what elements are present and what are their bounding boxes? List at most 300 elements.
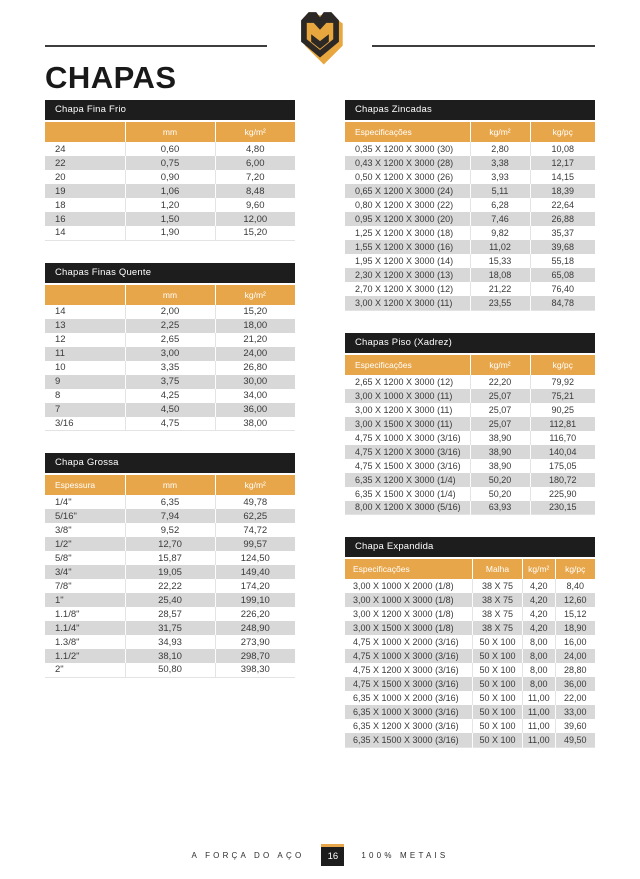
table-row [345,375,595,389]
column-header: kg/m² [470,122,530,142]
cell: 10,08 [530,142,595,156]
table-columns [0,96,640,770]
cell: 199,10 [215,593,295,607]
cell: 273,90 [215,635,295,649]
cell: 3,93 [470,170,530,184]
table-row [45,226,295,240]
cell: 4,75 X 1000 X 3000 (3/16) [355,432,461,443]
cell: 10 [55,362,66,373]
cell: 15,87 [125,551,215,565]
cell: 1.1/4" [55,622,80,634]
cell: 18,90 [555,621,595,635]
cell: 16 [55,213,66,225]
table-title-chapas-piso: Chapas Piso (Xadrez) [345,333,595,353]
cell: 2,30 X 1200 X 3000 (13) [355,270,454,280]
table-row [45,184,295,198]
cell: 6,35 X 1500 X 3000 (3/16) [353,734,459,745]
table-chapa-fina-frio [45,100,295,241]
cell: 38 X 75 [473,593,523,607]
cell: 12,70 [125,537,215,551]
chapas-zincadas-table [345,122,595,311]
table-row [345,198,595,212]
cell: 3,38 [470,156,530,170]
cell: 50 X 100 [473,649,523,663]
cell: 38,10 [125,649,215,663]
cell: 18,08 [470,268,530,282]
cell: 15,20 [215,226,295,240]
table-title-chapa-fina-frio: Chapa Fina Frio [45,100,295,120]
page-number-badge: 16 [321,844,344,866]
cell: 4,75 X 1000 X 3000 (3/16) [353,651,459,661]
table-title-chapas-zincadas: Chapas Zincadas [345,100,595,120]
cell: 11 [55,348,65,359]
page-footer [0,844,640,866]
table-row [345,579,595,593]
cell: 39,60 [555,719,595,733]
cell: 248,90 [215,621,295,635]
cell: 4,75 X 1500 X 3000 (3/16) [353,679,459,689]
cell: 34,93 [125,635,215,649]
table-row [45,579,295,593]
cell: 15,20 [215,305,295,319]
cell: 8,00 [523,635,556,649]
cell: 12,00 [215,212,295,226]
cell: 49,50 [555,733,595,747]
cell: 3,35 [125,361,215,375]
table-row [345,170,595,184]
cell: 0,50 X 1200 X 3000 (26) [355,172,454,182]
table-row [45,551,295,565]
cell: 6,00 [215,156,295,170]
chapas-piso-table [345,355,595,516]
cell: 4,80 [215,142,295,156]
cell: 30,00 [215,375,295,389]
column-header [45,285,125,305]
table-row [345,621,595,635]
cell: 13 [55,320,66,331]
cell: 18,00 [215,319,295,333]
column-header: kg/m² [215,285,295,305]
cell: 3,00 X 1000 X 3000 (11) [355,390,453,401]
cell: 3,00 X 1200 X 3000 (11) [355,404,453,415]
cell: 50 X 100 [473,691,523,705]
table-chapa-grossa [45,453,295,678]
cell: 3,00 X 1500 X 3000 (11) [355,418,453,429]
table-row [45,523,295,537]
table-row [345,677,595,691]
cell: 5,11 [470,184,530,198]
cell: 35,37 [530,226,595,240]
column-header: Especificações [345,559,473,579]
cell: 15,12 [555,607,595,621]
header-row [45,285,295,305]
cell: 1.1/2" [55,650,80,662]
cell: 38,00 [215,417,295,431]
cell: 8,48 [215,184,295,198]
cell: 11,00 [523,719,556,733]
cell: 49,78 [215,495,295,509]
cell: 6,35 X 1200 X 3000 (3/16) [353,721,459,731]
cell: 50 X 100 [473,663,523,677]
table-row [345,649,595,663]
cell: 1/4" [55,496,72,508]
cell: 8,00 [523,649,556,663]
cell: 6,28 [470,198,530,212]
column-header: kg/pç [530,355,595,375]
header-row [345,559,595,579]
cell: 38,90 [470,431,530,445]
table-row [45,649,295,663]
table-row [345,473,595,487]
cell: 9,60 [215,198,295,212]
cell: 4,75 X 1500 X 3000 (3/16) [355,460,461,471]
cell: 4,75 X 1200 X 3000 (3/16) [355,446,461,457]
header-row [45,475,295,495]
cell: 4,75 X 1000 X 2000 (3/16) [353,637,459,647]
cell: 15,33 [470,254,530,268]
header-row [45,122,295,142]
cell: 24,00 [215,347,295,361]
cell: 9,52 [125,523,215,537]
cell: 50 X 100 [473,719,523,733]
cell: 8 [55,390,61,401]
table-row [345,296,595,310]
cell: 21,22 [470,282,530,296]
cell: 6,35 X 1500 X 3000 (1/4) [355,488,456,499]
cell: 7,94 [125,509,215,523]
table-title-chapa-expandida: Chapa Expandida [345,537,595,557]
table-title-chapa-grossa: Chapa Grossa [45,453,295,473]
column-header: kg/pç [530,122,595,142]
cell: 398,30 [215,663,295,677]
header-rule-right [372,45,595,47]
cell: 3,00 [125,347,215,361]
cell: 26,80 [215,361,295,375]
chapas-finas-quente-table [45,285,295,432]
cell: 4,20 [523,579,556,593]
cell: 3,00 X 1200 X 3000 (1/8) [353,609,454,619]
cell: 3,75 [125,375,215,389]
cell: 5/16" [55,510,77,522]
cell: 28,80 [555,663,595,677]
table-row [45,375,295,389]
page-title: CHAPAS [45,60,177,95]
table-row [45,607,295,621]
cell: 50,80 [125,663,215,677]
header-row [345,355,595,375]
cell: 50 X 100 [473,635,523,649]
table-row [345,691,595,705]
cell: 38,90 [470,459,530,473]
cell: 24,00 [555,649,595,663]
cell: 7 [55,404,61,415]
table-row [345,719,595,733]
cell: 3,00 X 1000 X 3000 (1/8) [353,595,454,605]
left-column [45,100,295,770]
table-row [45,565,295,579]
cell: 174,20 [215,579,295,593]
cell: 0,75 [125,156,215,170]
cell: 1" [55,594,64,606]
cell: 28,57 [125,607,215,621]
table-row [345,635,595,649]
cell: 16,00 [555,635,595,649]
cell: 75,21 [530,389,595,403]
cell: 4,25 [125,389,215,403]
table-chapas-finas-quente [45,263,295,432]
table-row [345,593,595,607]
cell: 1/2" [55,538,72,550]
table-row [45,663,295,677]
cell: 9 [55,376,61,387]
cell: 19,05 [125,565,215,579]
cell: 11,02 [470,240,530,254]
cell: 11,00 [523,705,556,719]
column-header: Especificações [345,122,470,142]
table-row [345,417,595,431]
cell: 2,70 X 1200 X 3000 (12) [355,284,454,294]
cell: 4,75 [125,417,215,431]
cell: 65,08 [530,268,595,282]
cell: 5/8" [55,552,72,564]
cell: 22,00 [555,691,595,705]
cell: 25,40 [125,593,215,607]
table-row [45,537,295,551]
cell: 38 X 75 [473,621,523,635]
table-row [45,417,295,431]
cell: 3/8" [55,524,72,536]
cell: 84,78 [530,296,595,310]
cell: 50 X 100 [473,733,523,747]
cell: 4,20 [523,607,556,621]
cell: 22,22 [125,579,215,593]
cell: 149,40 [215,565,295,579]
table-row [45,347,295,361]
cell: 25,07 [470,389,530,403]
cell: 33,00 [555,705,595,719]
table-row [345,607,595,621]
cell: 50 X 100 [473,705,523,719]
table-row [45,403,295,417]
cell: 6,35 X 1200 X 3000 (1/4) [355,474,456,485]
cell: 4,20 [523,621,556,635]
table-row [45,319,295,333]
table-row [345,212,595,226]
cell: 2,65 [125,333,215,347]
column-header: kg/pç [555,559,595,579]
cell: 76,40 [530,282,595,296]
cell: 2,00 [125,305,215,319]
table-title-chapas-finas-quente: Chapas Finas Quente [45,263,295,283]
cell: 116,70 [530,431,595,445]
cell: 1,06 [125,184,215,198]
cell: 1.3/8" [55,636,80,648]
cell: 12,17 [530,156,595,170]
cell: 6,35 X 1000 X 2000 (3/16) [353,693,459,703]
cell: 14 [55,227,66,239]
cell: 25,07 [470,403,530,417]
table-row [345,431,595,445]
cell: 112,81 [530,417,595,431]
column-header: kg/m² [523,559,556,579]
cell: 7,46 [470,212,530,226]
cell: 1,50 [125,212,215,226]
column-header: mm [125,122,215,142]
cell: 3,00 X 1500 X 3000 (1/8) [353,623,454,633]
table-row [345,282,595,296]
right-column [345,100,595,770]
cell: 36,00 [555,677,595,691]
cell: 38 X 75 [473,607,523,621]
cell: 0,35 X 1200 X 3000 (30) [355,144,454,154]
cell: 3/4" [55,566,72,578]
cell: 1,20 [125,198,215,212]
cell: 79,92 [530,375,595,389]
column-header: Espessura [45,475,125,495]
cell: 2,65 X 1200 X 3000 (12) [355,376,454,387]
table-row [345,733,595,747]
cell: 0,65 X 1200 X 3000 (24) [355,186,454,196]
table-row [345,254,595,268]
column-header: mm [125,475,215,495]
cell: 1,25 X 1200 X 3000 (18) [355,228,454,238]
table-row [45,333,295,347]
cell: 39,68 [530,240,595,254]
table-row [345,156,595,170]
table-row [345,459,595,473]
cell: 11,00 [523,733,556,747]
table-row [45,495,295,509]
cell: 3,00 X 1000 X 2000 (1/8) [353,581,454,591]
cell: 31,75 [125,621,215,635]
table-row [45,156,295,170]
cell: 2" [55,664,64,676]
cell: 8,40 [555,579,595,593]
column-header: kg/m² [215,475,295,495]
cell: 124,50 [215,551,295,565]
table-chapas-piso [345,333,595,516]
cell: 90,25 [530,403,595,417]
cell: 1,95 X 1200 X 3000 (14) [355,256,454,266]
cell: 12 [55,334,66,345]
cell: 1,55 X 1200 X 3000 (16) [355,242,454,252]
chapa-fina-frio-table [45,122,295,241]
cell: 226,20 [215,607,295,621]
table-row [45,198,295,212]
cell: 6,35 [125,495,215,509]
cell: 1,90 [125,226,215,240]
table-row [345,403,595,417]
table-row [45,635,295,649]
cell: 20 [55,171,66,183]
cell: 18,39 [530,184,595,198]
cell: 8,00 [523,663,556,677]
table-row [45,142,295,156]
cell: 34,00 [215,389,295,403]
cell: 0,60 [125,142,215,156]
cell: 22,64 [530,198,595,212]
column-header: Malha [473,559,523,579]
cell: 74,72 [215,523,295,537]
header-row [345,122,595,142]
cell: 8,00 X 1200 X 3000 (5/16) [355,502,461,513]
cell: 9,82 [470,226,530,240]
table-chapas-zincadas [345,100,595,311]
table-row [45,389,295,403]
table-row [345,445,595,459]
cell: 63,93 [470,501,530,515]
table-row [45,621,295,635]
cell: 7/8" [55,580,72,592]
column-header: mm [125,285,215,305]
table-row [45,361,295,375]
cell: 38,90 [470,445,530,459]
cell: 22 [55,157,66,169]
cell: 4,20 [523,593,556,607]
column-header: Especificações [345,355,470,375]
cell: 4,50 [125,403,215,417]
chapa-grossa-table [45,475,295,678]
chapa-expandida-table [345,559,595,748]
cell: 230,15 [530,501,595,515]
cell: 6,35 X 1000 X 3000 (3/16) [353,707,459,717]
cell: 140,04 [530,445,595,459]
cell: 12,60 [555,593,595,607]
cell: 55,18 [530,254,595,268]
cell: 25,07 [470,417,530,431]
cell: 38 X 75 [473,579,523,593]
cell: 26,88 [530,212,595,226]
cell: 180,72 [530,473,595,487]
cell: 175,05 [530,459,595,473]
cell: 2,80 [470,142,530,156]
m-shield-logo-icon [288,9,352,67]
cell: 2,25 [125,319,215,333]
cell: 19 [55,185,66,197]
cell: 0,95 X 1200 X 3000 (20) [355,214,454,224]
table-row [45,170,295,184]
cell: 11,00 [523,691,556,705]
footer-slogan-left: A FORÇA DO AÇO [191,850,305,860]
top-bar [0,0,640,60]
cell: 50,20 [470,487,530,501]
cell: 8,00 [523,677,556,691]
table-row [345,268,595,282]
table-row [345,184,595,198]
table-row [345,142,595,156]
cell: 14 [55,306,66,317]
cell: 0,43 X 1200 X 3000 (28) [355,158,454,168]
table-row [45,509,295,523]
cell: 36,00 [215,403,295,417]
cell: 99,57 [215,537,295,551]
table-row [45,305,295,319]
table-row [45,212,295,226]
table-row [345,389,595,403]
cell: 3,00 X 1200 X 3000 (11) [355,297,453,308]
cell: 23,55 [470,296,530,310]
footer-slogan-right: 100% METAIS [361,850,449,860]
cell: 18 [55,199,66,211]
column-header: kg/m² [470,355,530,375]
cell: 50 X 100 [473,677,523,691]
cell: 1.1/8" [55,608,80,620]
cell: 62,25 [215,509,295,523]
cell: 298,70 [215,649,295,663]
table-row [345,487,595,501]
table-row [345,663,595,677]
header-rule-left [45,45,267,47]
